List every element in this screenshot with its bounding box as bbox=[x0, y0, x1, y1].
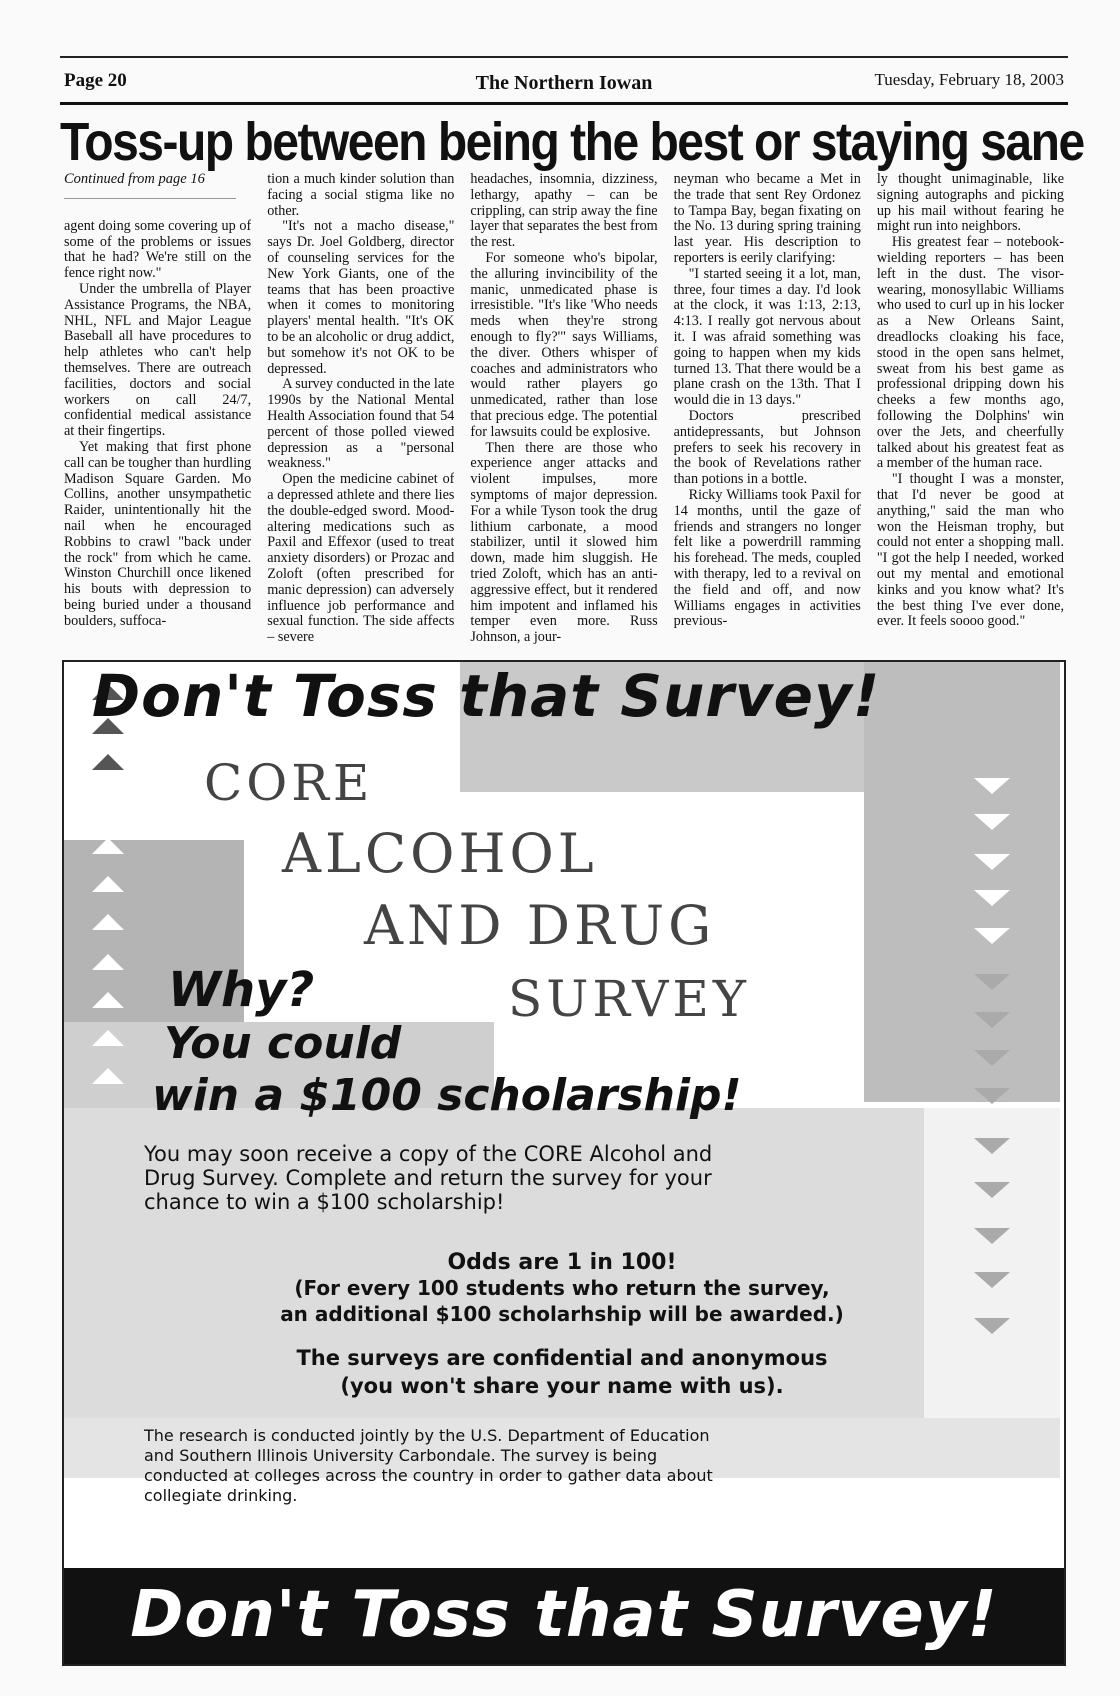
page-number: Page 20 bbox=[64, 70, 127, 91]
triangle-icon bbox=[92, 954, 124, 970]
paragraph: neyman who became a Met in the trade that sent Rey Ordonez to Tampa Bay, began fixating on the No. 13 during spring training last year. His description to reporters is eerily clarifying: bbox=[673, 172, 861, 266]
ad-word-core: CORE bbox=[204, 754, 374, 812]
ad-research-line: and Southern Illinois University Carbondale. The survey is being bbox=[144, 1446, 658, 1465]
triangle-icon bbox=[92, 876, 124, 892]
triangle-icon bbox=[974, 928, 1010, 944]
paragraph: headaches, insomnia, dizziness, lethargy, apathy – can be crippling, can strip away the fine layer that separates the best from the rest. bbox=[470, 172, 658, 251]
triangle-icon bbox=[974, 1138, 1010, 1154]
newspaper-name: The Northern Iowan bbox=[475, 72, 653, 94]
triangle-icon bbox=[974, 1228, 1010, 1244]
triangle-icon bbox=[974, 1088, 1010, 1104]
paragraph: A survey conducted in the late 1990s by the National Mental Health Association found that 54 percent of those polled viewed depression as a "personal weakness." bbox=[267, 376, 455, 472]
paragraph: Yet making that first phone call can be tougher than hurdling Madison Square Garden. Mo Collins, another unsympathetic Raider, unintentionally hit the nail when he encouraged Robbins to crawl "back under the rock" from which he came. Winston Churchill once likened his bouts with depression to being buried under a thousand boulders, suffoca- bbox=[64, 438, 252, 629]
ad-you-could: You could bbox=[164, 1018, 402, 1069]
ad-odds-detail: (For every 100 students who return the survey, bbox=[294, 1276, 830, 1300]
triangle-icon bbox=[92, 798, 124, 814]
triangle-icon bbox=[92, 1030, 124, 1046]
ad-research-line: conducted at colleges across the country in order to gather data about bbox=[144, 1466, 713, 1485]
paragraph: tion a much kinder solution than facing a social stigma like no other. bbox=[267, 172, 455, 219]
ad-paragraph-line: Drug Survey. Complete and return the survey for your bbox=[144, 1166, 712, 1190]
triangle-icon bbox=[974, 1012, 1010, 1028]
triangle-icon bbox=[92, 992, 124, 1008]
triangle-icon bbox=[974, 1050, 1010, 1066]
ad-paragraph-line: You may soon receive a copy of the CORE Alcohol and bbox=[144, 1142, 713, 1166]
paragraph: "I thought I was a monster, that I'd never be good at anything," said the man who won the Heisman trophy, but could not enter a shopping mall. "I got the help I needed, worked out my mental and emotional kinks and you know what? It's the best thing I've ever done, ever. It feels soooo good." bbox=[876, 471, 1065, 630]
triangle-icon bbox=[974, 854, 1010, 870]
paragraph: agent doing some covering up of some of the problems or issues that he had? We're still on the fence right now." bbox=[64, 217, 252, 282]
triangle-icon bbox=[974, 890, 1010, 906]
page-header bbox=[60, 56, 1068, 105]
triangle-icon bbox=[92, 838, 124, 854]
ad-research-line: The research is conducted jointly by the U.S. Department of Education bbox=[144, 1426, 710, 1445]
article-column-1 bbox=[64, 172, 251, 650]
ad-win-scholarship: win a $100 scholarship! bbox=[152, 1070, 742, 1121]
triangle-icon bbox=[92, 1068, 124, 1084]
triangle-icon bbox=[974, 814, 1010, 830]
issue-date: Tuesday, February 18, 2003 bbox=[874, 70, 1064, 89]
paragraph: His greatest fear – notebook-wielding reporters – has been left in the dust. The visor-wearing, monosyllabic Williams who used to curl up in his locker as a New Orleans Saint, dreadlocks cloaking his face, stood in the open sans helmet, sweat from his best game as professional dripping down his cheeks a few months ago, following the Dolphins' win over the Jets, and cheerfully talked about his greatest feat as a member of the human race. bbox=[876, 234, 1065, 472]
ad-confidential: (you won't share your name with us). bbox=[340, 1374, 784, 1398]
triangle-icon bbox=[974, 974, 1010, 990]
paragraph: "I started seeing it a lot, man, three, four times a day. I'd look at the clock, it was 1:13, 2:13, 4:13. I really got nervous about it. I was afraid something was going to happen when my kids turned 13. That there would be a plane crash on the 13th. That I would die in 13 days." bbox=[673, 265, 861, 409]
paragraph: ly thought unimaginable, like signing autographs and picking up his mail without fearing he might run into neighbors. bbox=[876, 172, 1065, 235]
triangle-icon bbox=[92, 754, 124, 770]
paragraph: Then there are those who experience anger attacks and violent impulses, more symptoms of major depression. For a while Tyson took the drug lithium carbonate, a mood stabilizer, until it slowed him down, made him sluggish. He tried Zoloft, which has an anti-aggressive effect, but it rendered him impotent and inflamed his temper even more. Russ Johnson, a jour- bbox=[470, 439, 658, 646]
ad-top-title: Don't Toss that Survey! bbox=[92, 662, 881, 730]
article-column-5 bbox=[877, 172, 1064, 650]
ad-bottom-banner: Don't Toss that Survey! bbox=[64, 1568, 1064, 1664]
paragraph: Ricky Williams took Paxil for 14 months, until the gaze of friends and strangers no longer felt like a powerdrill ramming his forehead. The meds, coupled with therapy, led to a revival on the field and off, and now Williams engages in activities previous- bbox=[673, 486, 861, 630]
article-column-4 bbox=[674, 172, 861, 650]
ad-word-and-drug: AND DRUG bbox=[364, 894, 716, 957]
ad-word-survey: SURVEY bbox=[508, 970, 750, 1028]
article-column-2 bbox=[267, 172, 454, 650]
article-body bbox=[64, 172, 1064, 650]
survey-advertisement bbox=[62, 660, 1066, 1666]
triangle-icon bbox=[92, 914, 124, 930]
paragraph: Under the umbrella of Player Assistance Programs, the NBA, NHL, NFL and Major League Baseball all have procedures to help athletes who can't help themselves. There are outreach facilities, doctors and social workers on call 24/7, confidential medical assistance at their fingertips. bbox=[64, 280, 252, 440]
ad-research-line: collegiate drinking. bbox=[144, 1486, 298, 1505]
paragraph: For someone who's bipolar, the alluring invincibility of the manic, unmedicated phase is irresistible. "It's like 'Who needs meds when they're strong enough to fly?'" says Williams, the diver. Others whisper of coaches and administrators who would rather players go unmedicated, rather than lose that precious edge. The potential for lawsuits could be explosive. bbox=[470, 249, 658, 440]
article-column-3 bbox=[470, 172, 657, 650]
ad-confidential: The surveys are confidential and anonymous bbox=[296, 1346, 828, 1370]
continued-note: Continued from page 16 bbox=[64, 172, 236, 199]
triangle-icon bbox=[974, 1182, 1010, 1198]
paragraph: Doctors prescribed antidepressants, but Johnson prefers to seek his recovery in the book of Revelations rather than potions in a bottle. bbox=[673, 407, 861, 488]
article-headline: Toss-up between being the best or staying sane bbox=[60, 113, 1084, 173]
triangle-icon bbox=[974, 778, 1010, 794]
ad-odds-detail: an additional $100 scholarhship will be awarded.) bbox=[280, 1302, 844, 1326]
ad-word-alcohol: ALCOHOL bbox=[282, 822, 598, 885]
ad-odds: Odds are 1 in 100! bbox=[447, 1250, 677, 1275]
paragraph: Open the medicine cabinet of a depressed athlete and there lies the double-edged sword. Mood-altering medications such as Paxil and Effexor (used to treat anxiety disorders) or Prozac and Zoloft (often prescribed for manic depression) can adversely influence job performance and sexual function. The side affects – severe bbox=[267, 471, 455, 646]
paragraph: "It's not a macho disease," says Dr. Joel Goldberg, director of counseling services for the New York Giants, one of the teams that has been proactive when it comes to monitoring players' mental health. "It's OK to be an alcoholic or drug addict, but somehow it's not OK to be depressed. bbox=[267, 218, 455, 377]
ad-paragraph-line: chance to win a $100 scholarship! bbox=[144, 1190, 505, 1214]
ad-why: Why? bbox=[168, 962, 315, 1018]
